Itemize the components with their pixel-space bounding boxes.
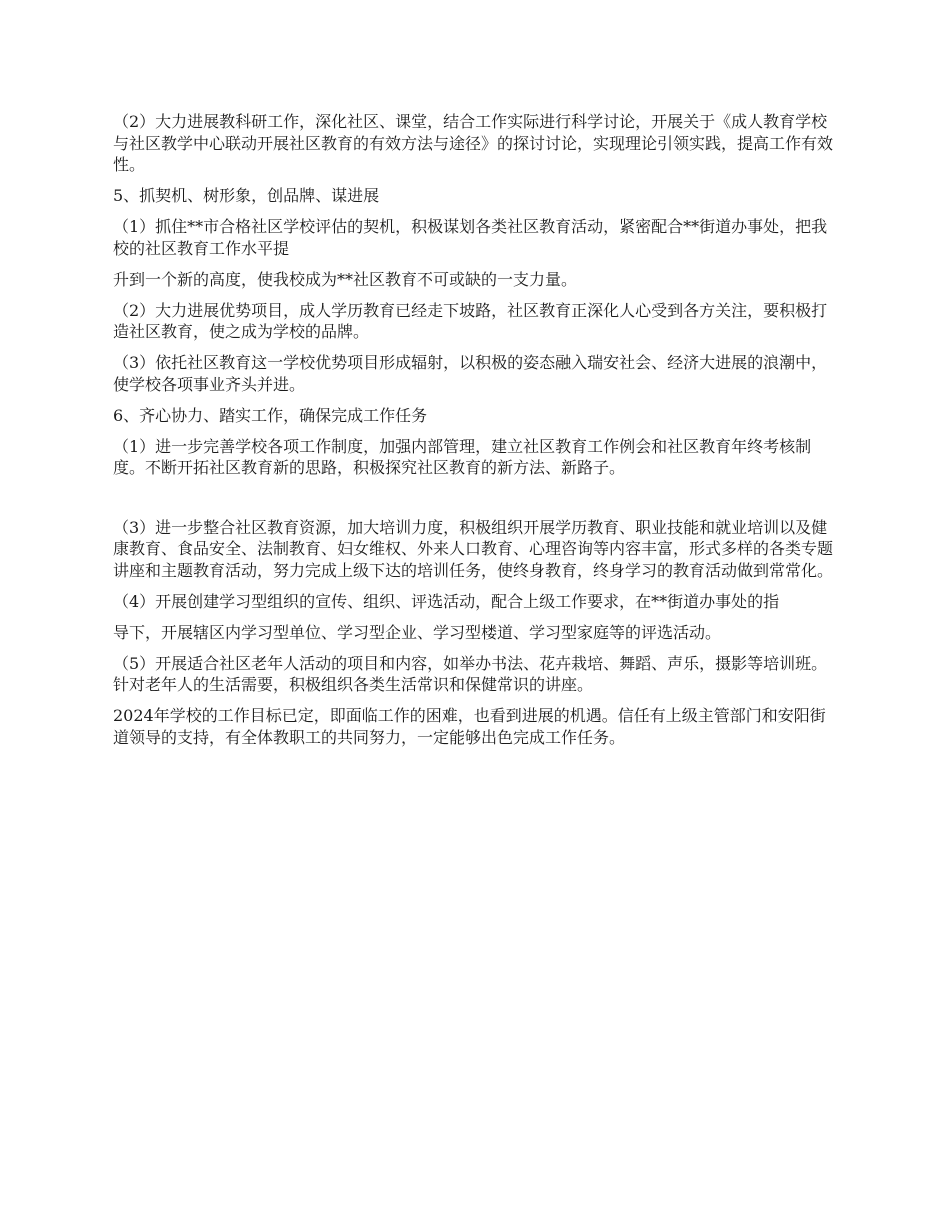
paragraph-research-work: （2）大力进展教科研工作，深化社区、课堂，结合工作实际进行科学讨论，开展关于《成人教育学校与社区教学中心联动开展社区教育的有效方法与途径》的探讨讨论，实现理论引领实践，提高工作有效性。 bbox=[113, 112, 834, 174]
paragraph-elderly-activities: （5）开展适合社区老年人活动的项目和内容，如举办书法、花卉栽培、舞蹈、声乐，摄影等培训班。针对老年人的生活需要，积极组织各类生活常识和保健常识的讲座。 bbox=[113, 653, 828, 694]
paragraph-seize-opportunity: （1）抓住**市合格社区学校评估的契机，积极谋划各类社区教育活动，紧密配合**街道办事处，把我校的社区教育工作水平提 bbox=[113, 217, 828, 258]
paragraph-learning-organization: （4）开展创建学习型组织的宣传、组织、评选活动，配合上级工作要求，在**街道办事处的指 bbox=[113, 591, 780, 611]
paragraph-evaluation-activities: 导下，开展辖区内学习型单位、学习型企业、学习型楼道、学习型家庭等的评选活动。 bbox=[113, 622, 722, 642]
paragraph-integrate-resources: （3）进一步整合社区教育资源，加大培训力度，积极组织开展学历教育、职业技能和就业培训以及健康教育、食品安全、法制教育、妇女维权、外来人口教育、心理咨询等内容丰富，形式多样的各类专题讲座和主题教育活动，努力完成上级下达的培训任务，使终身教育，终身学习的教育活动做到常常化。 bbox=[113, 517, 834, 580]
paragraph-raise-level: 升到一个新的高度，使我校成为**社区教育不可或缺的一支力量。 bbox=[113, 269, 578, 289]
document-body bbox=[113, 111, 841, 758]
paragraph-advantage-projects: （2）大力进展优势项目，成人学历教育已经走下坡路，社区教育正深化人心受到各方关注，要积极打造社区教育，使之成为学校的品牌。 bbox=[113, 300, 828, 341]
paragraph-improve-system: （1）进一步完善学校各项工作制度，加强内部管理，建立社区教育工作例会和社区教育年终考核制度。不断开拓社区教育新的思路，积极探究社区教育的新方法、新路子。 bbox=[113, 436, 812, 477]
section-heading-6: 6、齐心协力、踏实工作，确保完成工作任务 bbox=[113, 405, 428, 425]
paragraph-radiation: （3）依托社区教育这一学校优势项目形成辐射，以积极的姿态融入瑞安社会、经济大进展的浪潮中，使学校各项事业齐头并进。 bbox=[113, 353, 828, 394]
paragraph-conclusion: 2024年学校的工作目标已定，即面临工作的困难，也看到进展的机遇。信任有上级主管部门和安阳街道领导的支持，有全体教职工的共同努力，一定能够出色完成工作任务。 bbox=[113, 706, 826, 747]
section-heading-5: 5、抓契机、树形象，创品牌、谋进展 bbox=[113, 186, 380, 205]
